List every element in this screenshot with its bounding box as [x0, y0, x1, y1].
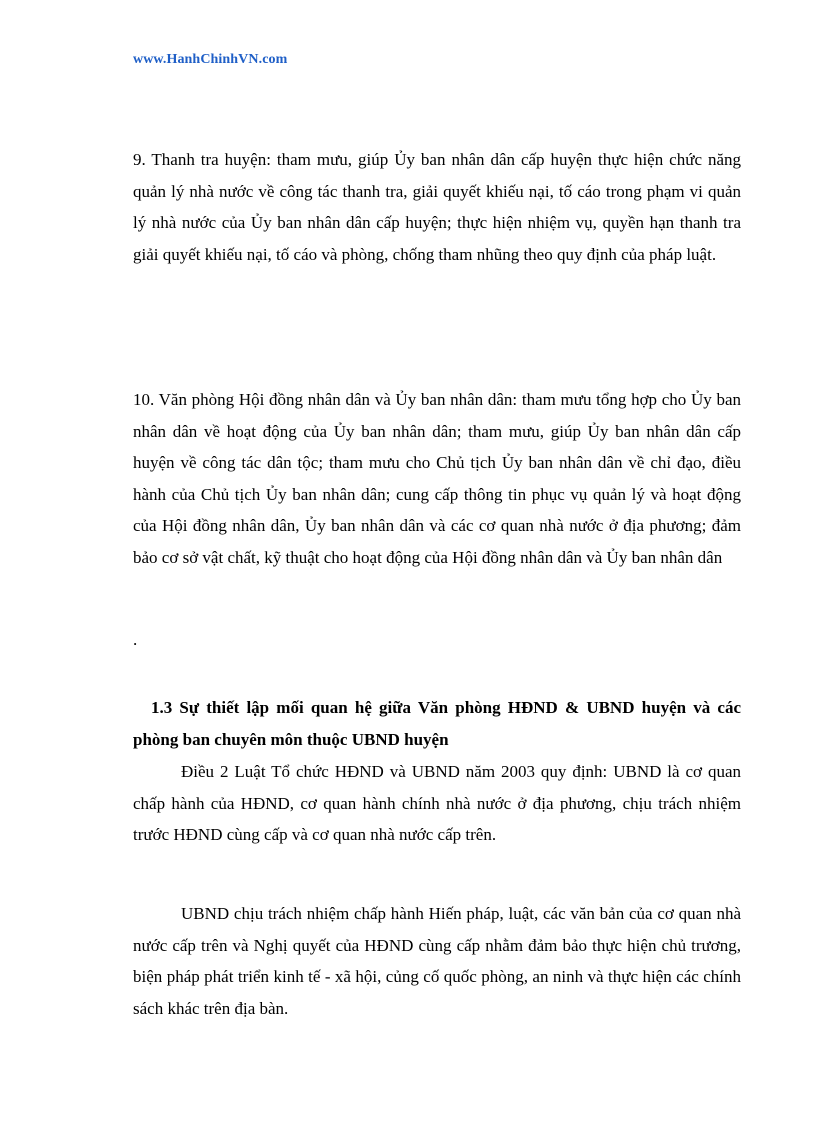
paragraph-ubnd-responsibility: UBND chịu trách nhiệm chấp hành Hiến pháp, luật, các văn bản của cơ quan nhà nước cấp trên và Nghị quyết của HĐND cùng cấp nhằm đảm bảo thực hiện chủ trương, biện pháp phát triển kinh tế - xã hội, củng cố quốc phòng, an ninh và thực hiện các chính sách khác trên địa bàn.	[133, 904, 741, 1018]
site-link[interactable]: www.HanhChinhVN.com	[133, 52, 288, 67]
paragraph-van-phong: 10. Văn phòng Hội đồng nhân dân và Ủy ban nhân dân: tham mưu tổng hợp cho Ủy ban nhân dân về hoạt động của Ủy ban nhân dân; tham mưu, giúp Ủy ban nhân dân cấp huyện về công tác dân tộc; tham mưu cho Chủ tịch Ủy ban nhân dân về chỉ đạo, điều hành của Chủ tịch Ủy ban nhân dân; cung cấp thông tin phục vụ quản lý và hoạt động của Hội đồng nhân dân, Ủy ban nhân dân và các cơ quan nhà nước ở địa phương; đảm bảo cơ sở vật chất, kỹ thuật cho hoạt động của Hội đồng nhân dân và Ủy ban nhân dân	[133, 390, 741, 567]
stray-period: .	[133, 630, 138, 649]
section-heading: 1.3 Sự thiết lập mối quan hệ giữa Văn phòng HĐND & UBND huyện và các phòng ban chuyên môn thuộc UBND huyện	[133, 698, 741, 749]
paragraph-thanh-tra: 9. Thanh tra huyện: tham mưu, giúp Ủy ban nhân dân cấp huyện thực hiện chức năng quản lý nhà nước về công tác thanh tra, giải quyết khiếu nại, tố cáo trong phạm vi quản lý nhà nước của Ủy ban nhân dân cấp huyện; thực hiện nhiệm vụ, quyền hạn thanh tra giải quyết khiếu nại, tố cáo và phòng, chống tham nhũng theo quy định của pháp luật.	[133, 150, 741, 264]
paragraph-dieu-2: Điều 2 Luật Tổ chức HĐND và UBND năm 2003 quy định: UBND là cơ quan chấp hành của HĐND, cơ quan hành chính nhà nước ở địa phương, chịu trách nhiệm trước HĐND cùng cấp và cơ quan nhà nước cấp trên.	[133, 762, 741, 844]
